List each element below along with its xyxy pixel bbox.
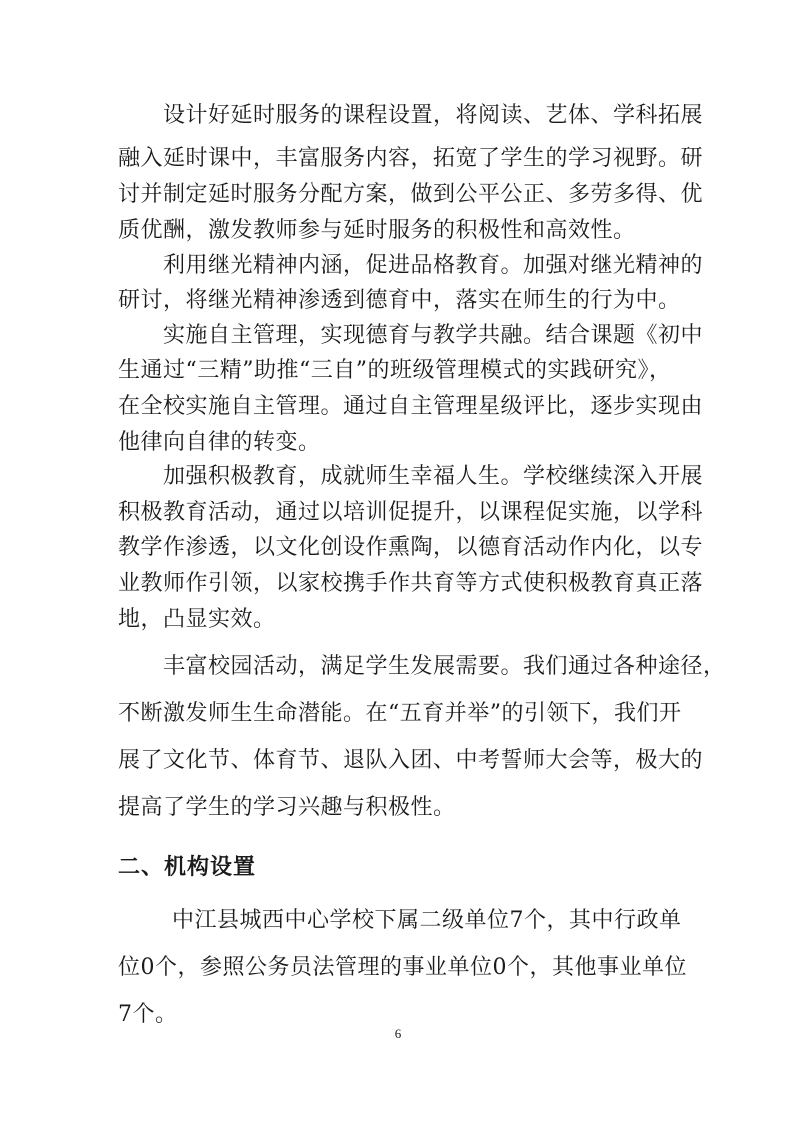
paragraph-4-line-2: 积极教育活动，通过以培训促提升，以课程促实施，以学科 — [118, 500, 704, 525]
paragraph-5-line-3: 展了文化节、体育节、退队入团、中考誓师大会等，极大的 — [118, 748, 704, 773]
paragraph-1-line-3: 讨并制定延时服务分配方案，做到公平公正、多劳多得、优 — [118, 182, 704, 207]
section-heading: 二、机构设置 — [118, 855, 257, 880]
paragraph-2-line-2: 研讨，将继光精神渗透到德育中，落实在师生的行为中。 — [118, 288, 681, 313]
paragraph-4-line-4: 业教师作引领，以家校携手作共育等方式使积极教育真正落 — [118, 571, 704, 596]
paragraph-3-line-4: 他律向自律的转变。 — [118, 430, 321, 455]
paragraph-5-line-2: 不断激发师生生命潜能。在“五育并举”的引领下，我们开 — [118, 701, 682, 726]
section-line-2: 位0个，参照公务员法管理的事业单位0个，其他事业单位 — [118, 955, 687, 980]
paragraph-5-line-4: 提高了学生的学习兴趣与积极性。 — [118, 795, 456, 820]
page-number: 6 — [394, 1026, 402, 1041]
section-line-3: 7个。 — [118, 1002, 178, 1027]
section-line-1: 中江县城西中心学校下属二级单位7个，其中行政单 — [172, 908, 682, 933]
paragraph-3-line-1: 实施自主管理，实现德育与教学共融。结合课题《初中 — [163, 323, 704, 348]
paragraph-1-line-1: 设计好延时服务的课程设置，将阅读、艺体、学科拓展 — [163, 103, 704, 128]
paragraph-4-line-3: 教学作渗透，以文化创设作熏陶，以德育活动作内化，以专 — [118, 535, 704, 560]
paragraph-1-line-2: 融入延时课中，丰富服务内容，拓宽了学生的学习视野。研 — [118, 146, 704, 171]
paragraph-3-line-3: 在全校实施自主管理。通过自主管理星级评比，逐步实现由 — [118, 394, 704, 419]
paragraph-1-line-4: 质优酬，激发教师参与延时服务的积极性和高效性。 — [118, 218, 636, 243]
paragraph-5-line-1: 丰富校园活动，满足学生发展需要。我们通过各种途径， — [163, 654, 726, 679]
paragraph-4-line-1: 加强积极教育，成就师生幸福人生。学校继续深入开展 — [163, 464, 704, 489]
paragraph-3-line-2: 生通过“三精”助推“三自”的班级管理模式的实践研究》， — [118, 358, 672, 383]
paragraph-2-line-1: 利用继光精神内涵，促进品格教育。加强对继光精神的 — [163, 253, 704, 278]
paragraph-4-line-5: 地，凸显实效。 — [118, 607, 276, 632]
